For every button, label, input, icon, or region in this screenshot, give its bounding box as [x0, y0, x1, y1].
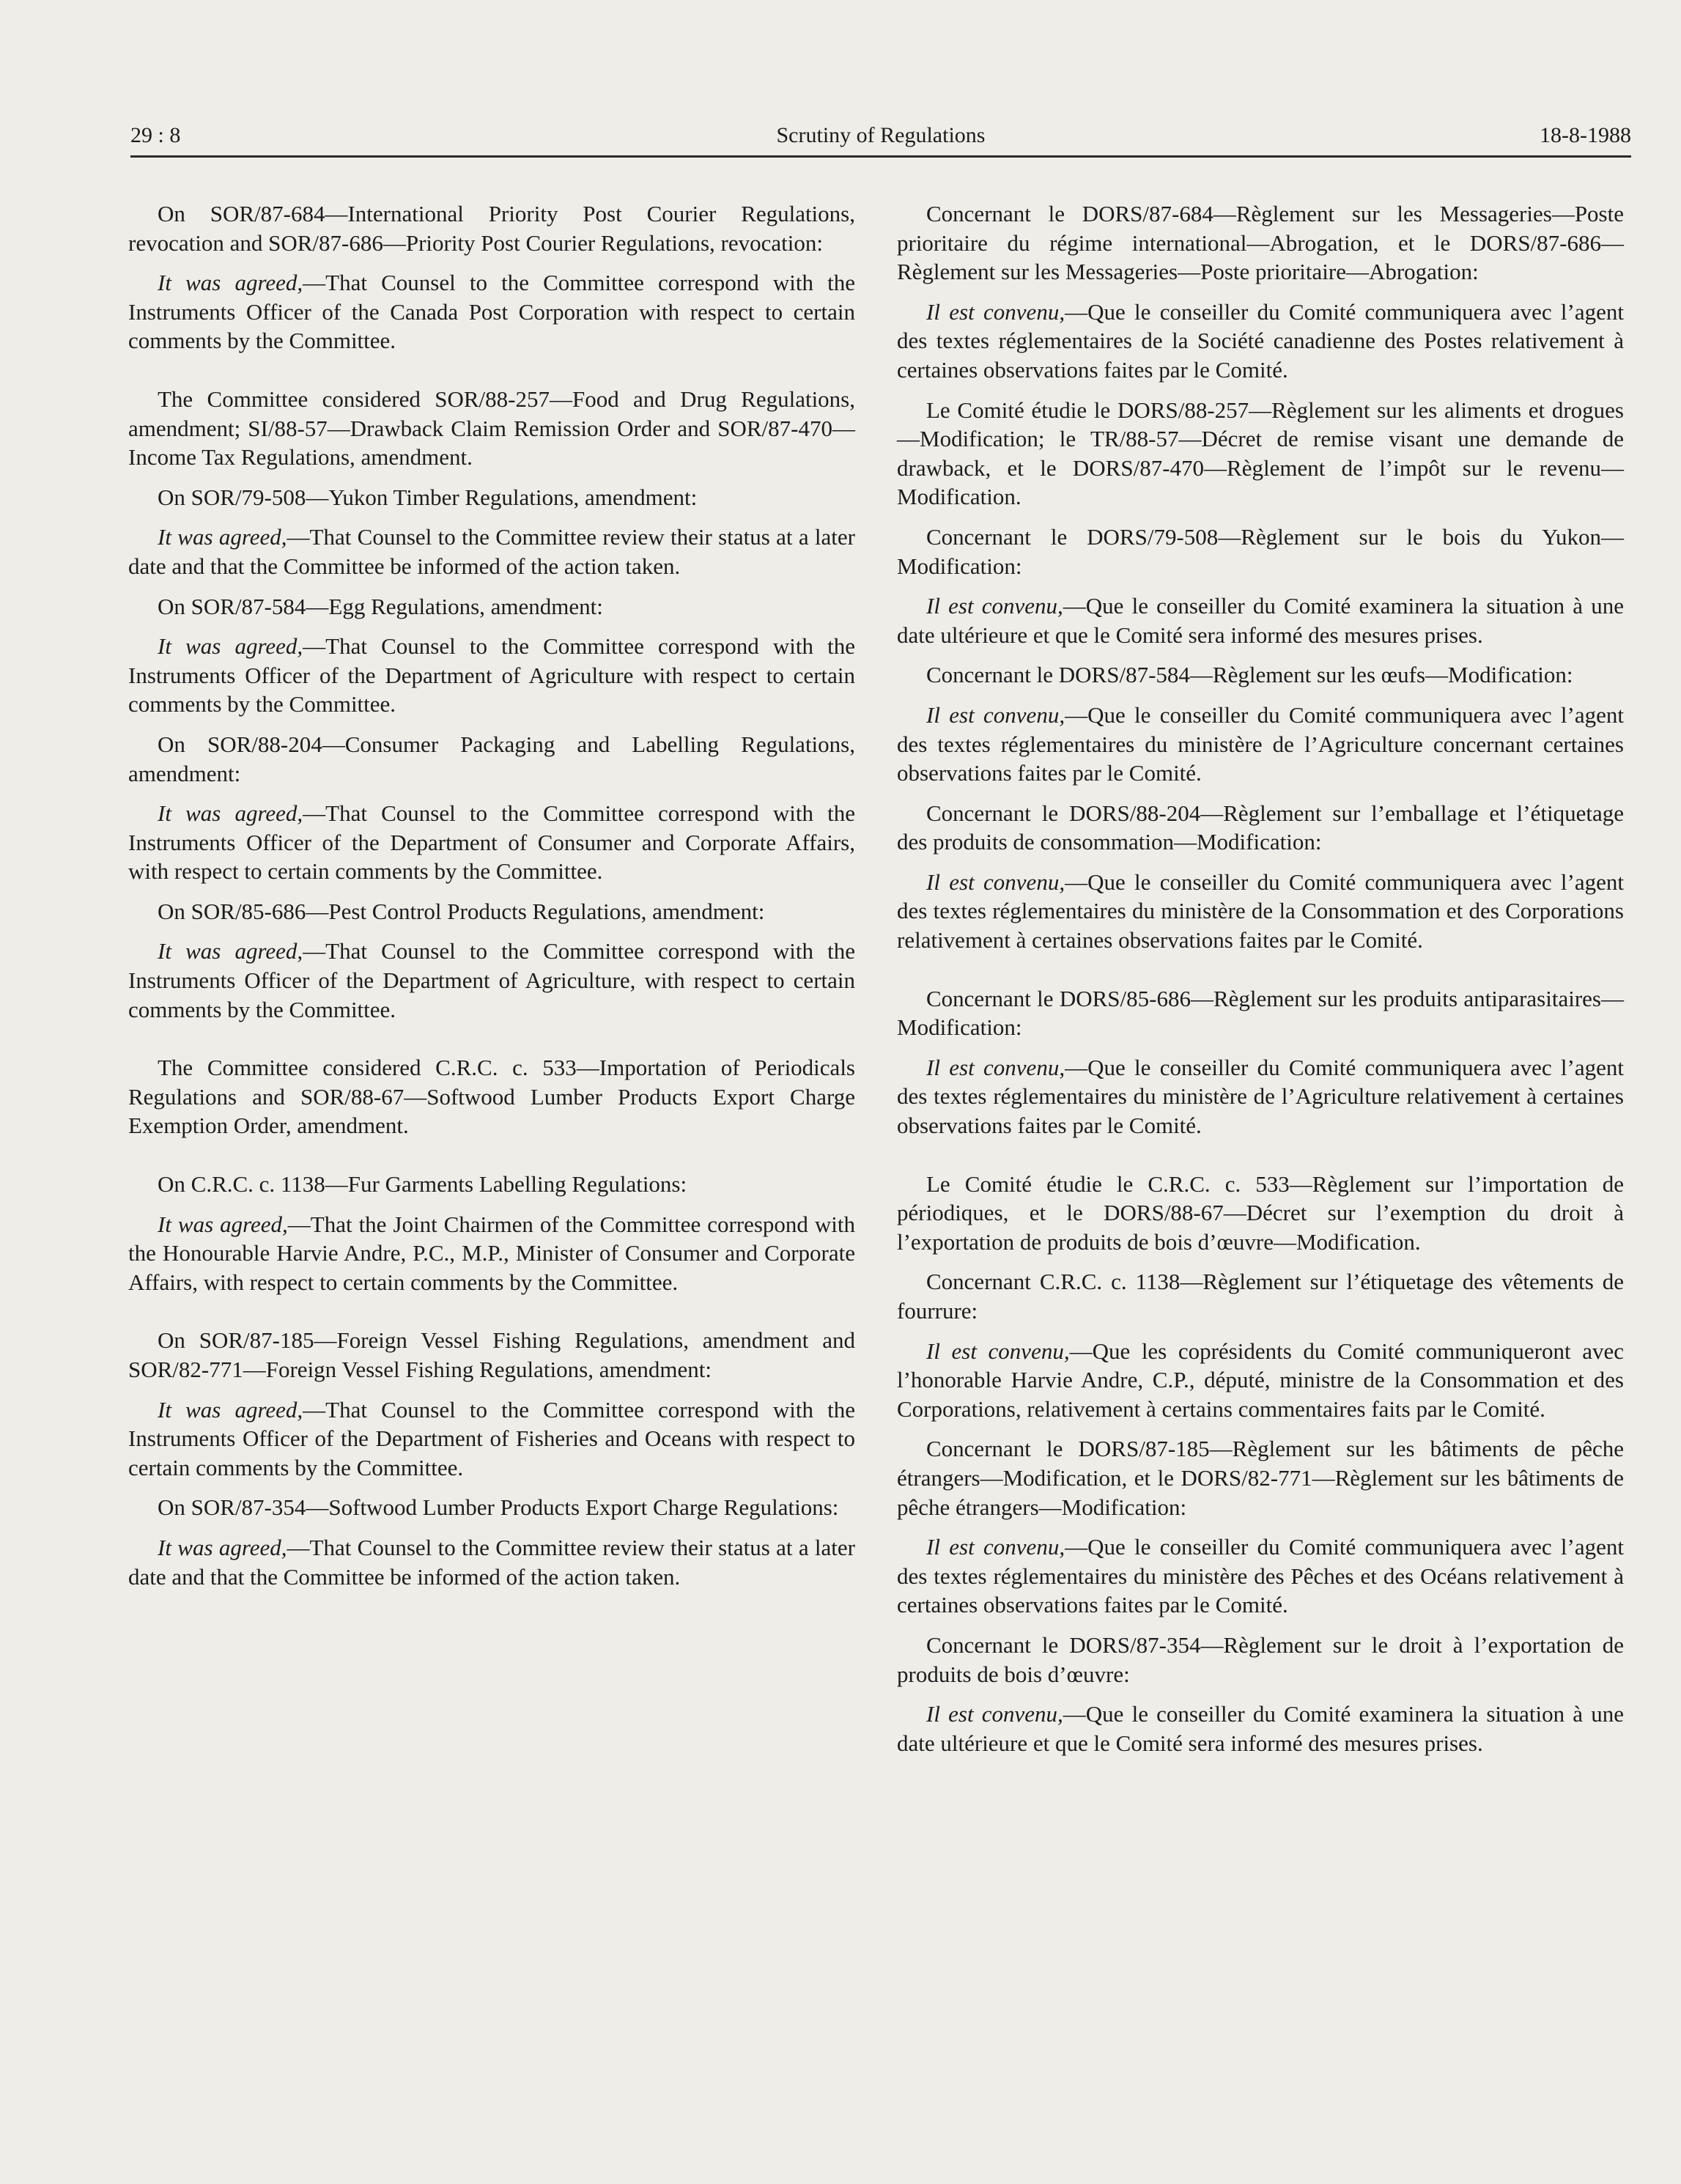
paragraph-text: —That Counsel to the Committee correspond with the Instruments Officer of the Department of Agriculture with respect to certain comments by the Committee. [128, 633, 855, 717]
paragraph-text: Concernant le DORS/87-185—Règlement sur les bâtiments de pêche étrangers—Modification, et le DORS/82-771—Règlement sur les bâtiments de pêche étrangers—Modification: [897, 1436, 1624, 1520]
paragraph-text: Concernant C.R.C. c. 1138—Règlement sur l’étiquetage des vêtements de fourrure: [897, 1269, 1624, 1324]
resolution-paragraph [128, 523, 855, 580]
resolution-paragraph [897, 1532, 1624, 1620]
resolution-lead: Il est convenu, [926, 593, 1063, 619]
resolution-paragraph [897, 701, 1624, 788]
header-date: 18-8-1988 [1540, 123, 1631, 147]
paragraph-text: Concernant le DORS/88-204—Règlement sur l’emballage et l’étiquetage des produits de consommation—Modification: [897, 800, 1624, 855]
item-paragraph [897, 396, 1624, 512]
paragraph-text: On SOR/87-354—Softwood Lumber Products Export Charge Regulations: [158, 1494, 839, 1521]
paragraph-text: —That Counsel to the Committee correspond with the Instruments Officer of the Department of Consumer and Corporate Affairs, with respect to certain comments by the Committee. [128, 800, 855, 885]
item-paragraph [128, 1053, 855, 1140]
resolution-lead: It was agreed, [158, 938, 303, 964]
resolution-paragraph [128, 937, 855, 1024]
item-paragraph [128, 897, 855, 926]
paragraph-text: —That Counsel to the Committee correspond with the Instruments Officer of the Canada Post Corporation with respect to certain comments by the Committee. [128, 270, 855, 354]
resolution-lead: It was agreed, [158, 270, 303, 296]
paragraph-text: —Que le conseiller du Comité examinera la situation à une date ultérieure et que le Comité sera informé des mesures prises. [897, 1701, 1624, 1756]
paragraph-text: On SOR/88-204—Consumer Packaging and Labelling Regulations, amendment: [128, 731, 855, 786]
paragraph-text: On SOR/87-185—Foreign Vessel Fishing Regulations, amendment and SOR/82-771—Foreign Vessel Fishing Regulations, amendment: [128, 1327, 855, 1382]
item-paragraph [128, 1493, 855, 1522]
item-paragraph [897, 199, 1624, 287]
resolution-lead: Il est convenu, [926, 1338, 1070, 1364]
paragraph-text: —Que le conseiller du Comité communiquera avec l’agent des textes réglementaires du ministère de la Consommation et des Corporations relativement à certaines observations faites par le Comité. [897, 868, 1624, 953]
resolution-lead: It was agreed, [158, 1211, 288, 1237]
resolution-lead: Il est convenu, [926, 1701, 1063, 1727]
paragraph-text: On SOR/85-686—Pest Control Products Regulations, amendment: [158, 898, 765, 924]
paragraph-text: —Que le conseiller du Comité communiquera avec l’agent des textes réglementaires du ministère des Pêches et des Océans relativement à certaines observations faites par le Comité. [897, 1534, 1624, 1618]
resolution-lead: Il est convenu, [926, 1534, 1065, 1560]
item-paragraph [128, 1326, 855, 1384]
resolution-paragraph [128, 632, 855, 719]
resolution-lead: Il est convenu, [926, 1054, 1065, 1080]
resolution-paragraph [128, 799, 855, 886]
resolution-lead: Il est convenu, [926, 701, 1065, 728]
paragraph-text: Le Comité étudie le C.R.C. c. 533—Règlement sur l’importation de périodiques, et le DORS/88-67—Décret sur l’exemption du droit à l’exportation de produits de bois d’œuvre—Modification. [897, 1170, 1624, 1255]
resolution-paragraph [897, 868, 1624, 955]
resolution-lead: It was agreed, [158, 524, 287, 550]
item-paragraph [897, 523, 1624, 580]
paragraph-text: The Committee considered C.R.C. c. 533—Importation of Periodicals Regulations and SOR/88-67—Softwood Lumber Products Export Charge Exemption Order, amendment. [128, 1055, 855, 1139]
resolution-paragraph [897, 1053, 1624, 1140]
resolution-paragraph [897, 298, 1624, 385]
resolution-paragraph [897, 1700, 1624, 1757]
paragraph-text: —Que le conseiller du Comité examinera la situation à une date ultérieure et que le Comité sera informé des mesures prises. [897, 593, 1624, 648]
resolution-paragraph [897, 591, 1624, 649]
resolution-paragraph [128, 1533, 855, 1591]
paragraph-text: Concernant le DORS/87-684—Règlement sur les Messageries—Poste prioritaire du régime international—Abrogation, et le DORS/87-686—Règlement sur les Messageries—Poste prioritaire—Abrogation: [897, 201, 1624, 285]
resolution-lead: It was agreed, [158, 800, 303, 827]
paragraph-text: —That Counsel to the Committee correspond with the Instruments Officer of the Department of Fisheries and Oceans with respect to certain comments by the Committee. [128, 1396, 855, 1480]
paragraph-text: —Que le conseiller du Comité communiquera avec l’agent des textes réglementaires du ministère de l’Agriculture concernant certaines observations faites par le Comité. [897, 701, 1624, 786]
paragraph-text: Concernant le DORS/85-686—Règlement sur les produits antiparasitaires—Modification: [897, 985, 1624, 1041]
paragraph-text: On SOR/87-584—Egg Regulations, amendment: [158, 593, 603, 619]
french-column [897, 199, 1624, 1768]
page-title: Scrutiny of Regulations [776, 123, 986, 147]
paragraph-text: Le Comité étudie le DORS/88-257—Règlement sur les aliments et drogues—Modification; le TR/88-57—Décret de remise visant une demande de drawback, et le DORS/87-470—Règlement de l’impôt sur le revenu—Modification. [897, 396, 1624, 510]
resolution-paragraph [128, 268, 855, 355]
paragraph-text: —That Counsel to the Committee correspond with the Instruments Officer of the Department of Agriculture, with respect to certain comments by the Committee. [128, 938, 855, 1022]
resolution-lead: Il est convenu, [926, 298, 1065, 325]
paragraph-text: On C.R.C. c. 1138—Fur Garments Labelling Regulations: [158, 1171, 687, 1198]
item-paragraph [897, 1170, 1624, 1257]
page-number: 29 : 8 [130, 123, 181, 147]
item-paragraph [897, 984, 1624, 1042]
paragraph-text: —That Counsel to the Committee review their status at a later date and that the Committee be informed of the action taken. [128, 1534, 855, 1590]
paragraph-text: —Que les coprésidents du Comité communiqueront avec l’honorable Harvie Andre, C.P., député, ministre de la Consommation et des Corporations, relativement à certains commentaires faits par le Comité. [897, 1338, 1624, 1422]
item-paragraph [128, 385, 855, 472]
item-paragraph [128, 483, 855, 512]
resolution-lead: It was agreed, [158, 633, 303, 660]
running-header [130, 123, 1631, 157]
item-paragraph [897, 1434, 1624, 1521]
resolution-paragraph [897, 1337, 1624, 1424]
paragraph-text: —That Counsel to the Committee review their status at a later date and that the Committee be informed of the action taken. [128, 524, 855, 579]
resolution-paragraph [128, 1395, 855, 1483]
paragraph-text: Concernant le DORS/87-584—Règlement sur les œufs—Modification: [926, 662, 1573, 688]
item-paragraph [897, 660, 1624, 690]
item-paragraph [897, 799, 1624, 857]
resolution-lead: It was agreed, [158, 1396, 303, 1423]
item-paragraph [128, 592, 855, 621]
paragraph-text: On SOR/79-508—Yukon Timber Regulations, amendment: [158, 484, 698, 510]
item-paragraph [128, 730, 855, 788]
header-rule [130, 155, 1631, 158]
english-column [128, 199, 855, 1602]
paragraph-text: On SOR/87-684—International Priority Post Courier Regulations, revocation and SOR/87-686—Priority Post Courier Regulations, revocation: [128, 201, 855, 256]
item-paragraph [128, 1170, 855, 1199]
item-paragraph [897, 1631, 1624, 1689]
paragraph-text: Concernant le DORS/87-354—Règlement sur le droit à l’exportation de produits de bois d’œuvre: [897, 1631, 1624, 1687]
item-paragraph [897, 1267, 1624, 1325]
paragraph-text: —That the Joint Chairmen of the Committee correspond with the Honourable Harvie Andre, P.C., M.P., Minister of Consumer and Corporate Affairs, with respect to certain comments by the Committee. [128, 1211, 856, 1295]
paragraph-text: Concernant le DORS/79-508—Règlement sur le bois du Yukon—Modification: [897, 523, 1624, 579]
resolution-lead: It was agreed, [158, 1534, 287, 1560]
item-paragraph [128, 199, 855, 257]
paragraph-text: —Que le conseiller du Comité communiquera avec l’agent des textes réglementaires de la Société canadienne des Postes relativement à certaines observations faites par le Comité. [897, 298, 1624, 383]
resolution-paragraph [128, 1210, 855, 1297]
paragraph-text: —Que le conseiller du Comité communiquera avec l’agent des textes réglementaires du ministère de l’Agriculture relativement à certaines observations faites par le Comité. [897, 1054, 1624, 1139]
paragraph-text: The Committee considered SOR/88-257—Food and Drug Regulations, amendment; SI/88-57—Drawback Claim Remission Order and SOR/87-470—Income Tax Regulations, amendment. [128, 385, 855, 471]
resolution-lead: Il est convenu, [926, 868, 1065, 895]
